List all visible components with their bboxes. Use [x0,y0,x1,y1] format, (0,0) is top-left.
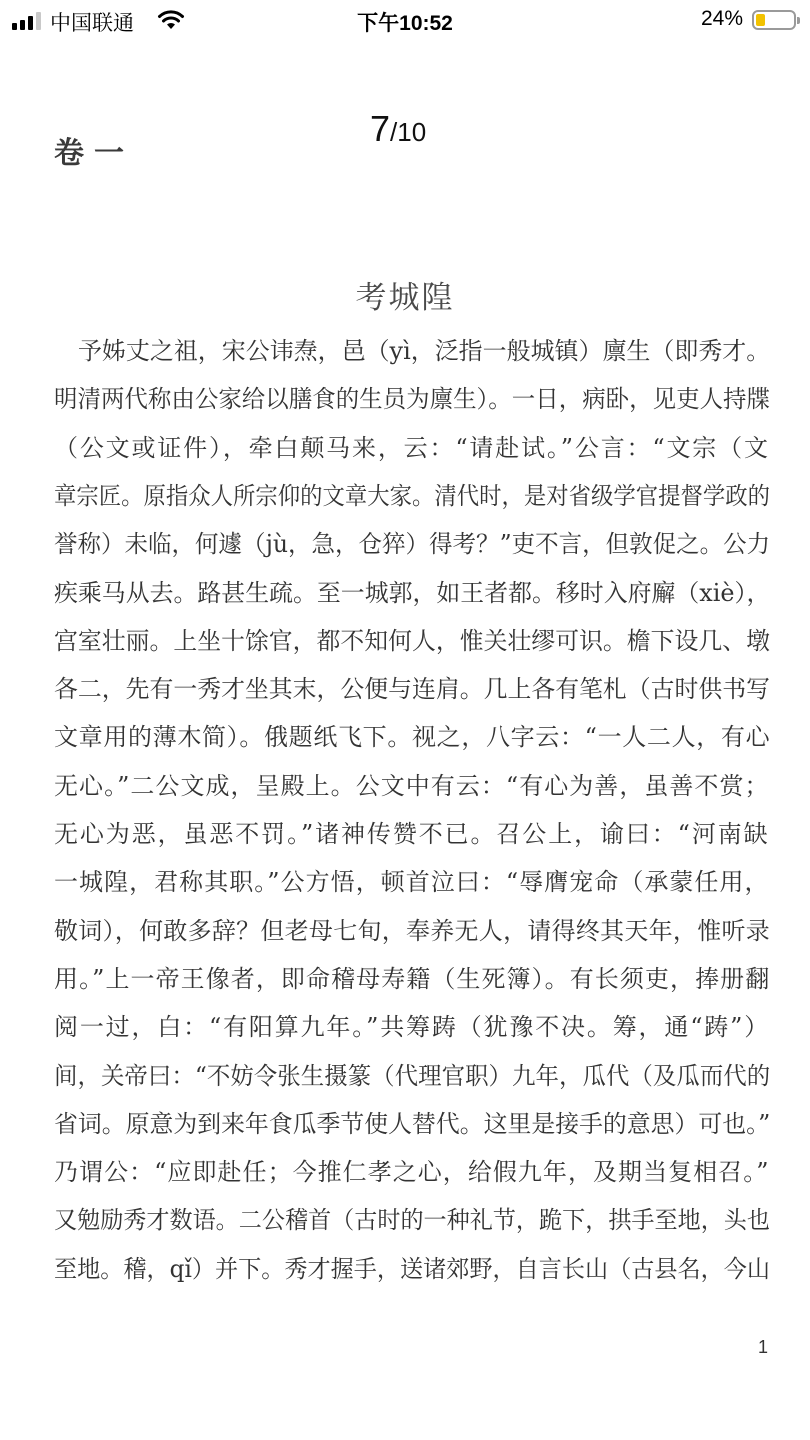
text-line: 明清两代称由公家给以膳食的生员为廪生）。一日，病卧，见吏人持牒 [54,385,770,414]
text-line: 乃谓公：“应即赴任；今推仁孝之心，给假九年，及期当复相召。” [54,1158,770,1187]
text-line: 各二，先有一秀才坐其末，公便与连肩。几上各有笔札（古时供书写 [54,675,770,704]
text-line: （公文或证件），牵白颠马来，云：“请赴试。”公言：“文宗（文 [54,433,770,462]
carrier-name: 中国联通 [50,12,134,35]
text-line: 宫室壮丽。上坐十馀官，都不知何人，惟关壮缪可识。檐下设几、墩 [54,626,770,655]
text-line: 敬词），何敢多辞？但老母七旬，奉养无人，请得终其天年，惟听录 [54,916,770,945]
text-line: 疾乘马从去。路甚生疏。至一城郭，如王者都。移时入府廨（xiè）， [54,578,771,607]
volume-heading: 卷一 [54,136,134,171]
text-line: 阅一过，白：“有阳算九年。”共筹踌（犹豫不决。筹，通“踌”） [54,1013,771,1042]
text-line: 至地。稽，qǐ）并下。秀才握手，送诸郊野，自言长山（古县名，今山 [54,1254,771,1283]
text-line: 间，关帝曰：“不妨令张生摄篆（代理官职）九年，瓜代（及瓜而代的 [54,1061,771,1090]
page-folio-number: 1 [757,1337,768,1357]
text-line: 又勉励秀才数语。二公稽首（古时的一种礼节，跪下，拱手至地，头也 [54,1206,770,1235]
page-total: /10 [390,117,427,147]
text-line: 无心。”二公文成，呈殿上。公文中有云：“有心为善，虽善不赏； [54,771,770,800]
page-counter [370,108,426,150]
text-line: 予姊丈之祖，宋公讳焘，邑（yì，泛指一般城镇）廪生（即秀才。 [54,337,771,365]
text-line: 用。”上一帝王像者，即命稽母寿籍（生死簿）。有长须吏，捧册翻 [54,964,771,993]
status-time: 下午10:52 [357,12,453,35]
text-line: 誉称）未临，何遽（jù，急，仓猝）得考？”吏不言，但敦促之。公力 [54,530,771,559]
chapter-title: 考城隍 [355,280,455,316]
text-line: 一城隍，君称其职。”公方悟，顿首泣曰：“辱膺宠命（承蒙任用， [54,868,770,897]
battery-fill [756,14,765,26]
battery-icon [752,10,796,30]
text-line: 省词。原意为到来年食瓜季节使人替代。这里是接手的意思）可也。” [54,1109,771,1138]
text-line: 无心为恶，虽恶不罚。”诸神传赞不已。召公上，谕曰：“河南缺 [54,820,770,848]
text-line: 章宗匠。原指众人所宗仰的文章大家。清代时，是对省级学官提督学政的 [54,481,770,510]
battery-percent: 24% [700,7,743,30]
status-bar [0,0,810,44]
text-line: 文章用的薄木简）。俄题纸飞下。视之，八字云：“一人二人，有心 [54,723,771,752]
page-current: 7 [370,108,391,149]
